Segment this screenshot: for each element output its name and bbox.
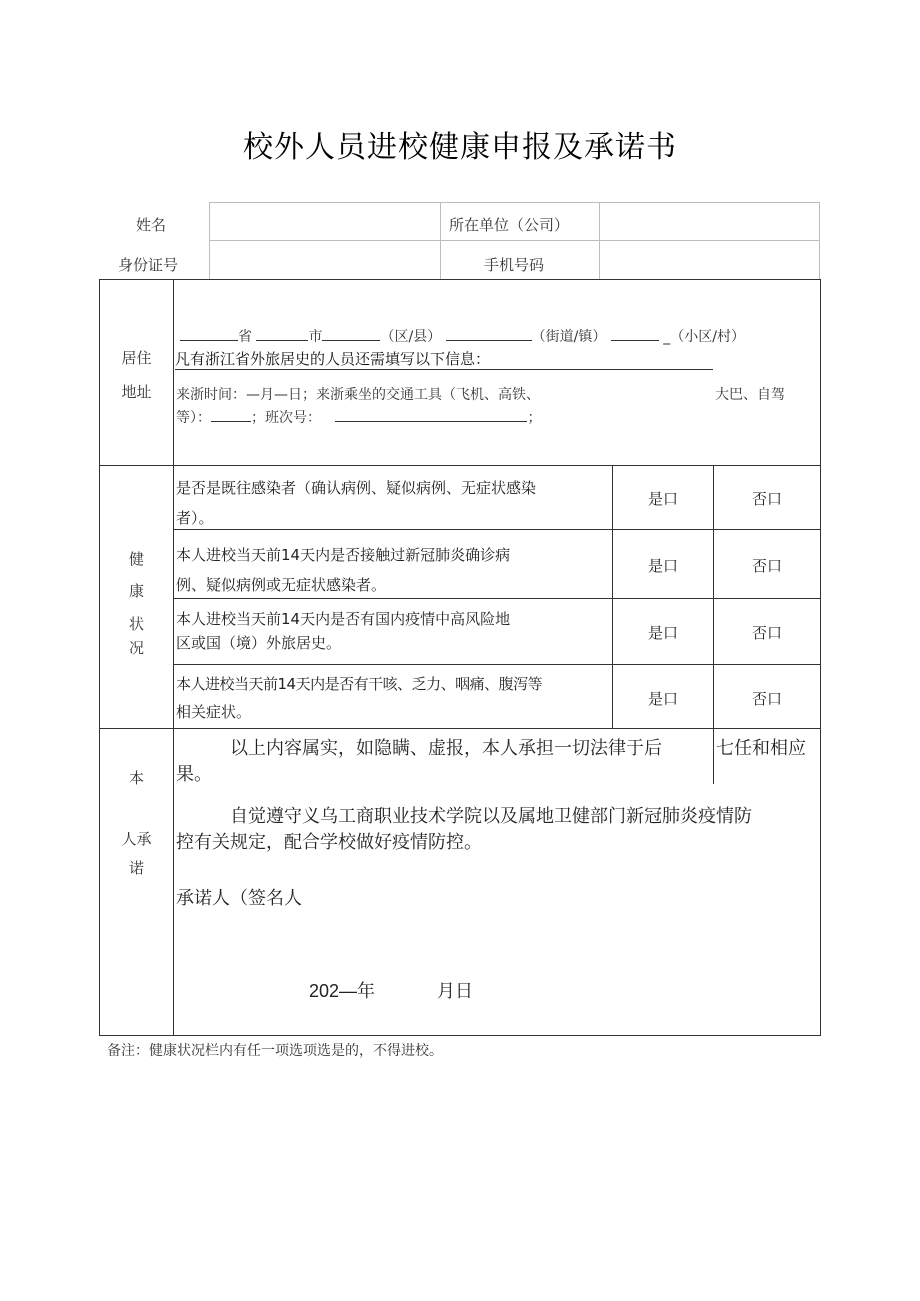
id-label: 身份证号 xyxy=(118,256,179,274)
travel-transport-tail: 大巴、自驾 xyxy=(715,387,785,403)
header-col-divider-3 xyxy=(599,202,600,279)
travel-shift-line xyxy=(176,407,541,427)
promise-small-divider xyxy=(713,728,714,784)
promise-para2-end: 控有关规定，配合学校做好疫情防控。 xyxy=(176,832,482,853)
promise-label-2: 人承 xyxy=(121,830,152,848)
q1-no-option[interactable]: 否口 xyxy=(751,490,782,508)
footnote: 备注：健康状况栏内有任一项选项选是的，不得进校。 xyxy=(107,1043,443,1059)
travel-note: 凡有浙江省外旅居史的人员还需填写以下信息： xyxy=(175,348,713,370)
q2-no-option[interactable]: 否口 xyxy=(751,557,782,575)
travel-etc-label: 等）： xyxy=(176,410,211,426)
page-title: 校外人员进校健康申报及承诺书 xyxy=(243,130,677,165)
q4-yes-option[interactable]: 是口 xyxy=(647,690,678,708)
header-col-divider-1 xyxy=(209,202,210,279)
date-month-day: 月日 xyxy=(437,981,473,1002)
date-year: 202—年 xyxy=(309,981,376,1001)
signer-label: 承诺人（签名人 xyxy=(176,888,302,909)
health-label-1: 健 xyxy=(128,550,144,568)
promise-para1-tail: 七任和相应 xyxy=(716,738,806,759)
name-field[interactable] xyxy=(212,205,437,238)
name-label: 姓名 xyxy=(136,216,167,234)
promise-para1-start: 以上内容属实，如隐瞒、虚报，本人承担一切法律于后 xyxy=(230,738,662,759)
unit-field[interactable] xyxy=(602,205,816,238)
q4-no-option[interactable]: 否口 xyxy=(751,690,782,708)
promise-para2-start: 自觉遵守义乌工商职业技术学院以及属地卫健部门新冠肺炎疫情防 xyxy=(230,806,752,827)
promise-label-1: 本 xyxy=(128,769,144,787)
promise-label-3: 诺 xyxy=(128,859,144,877)
header-col-divider-2 xyxy=(440,202,441,279)
province-label: 省 xyxy=(238,329,252,345)
health-row-line-3 xyxy=(173,664,821,665)
travel-time-line: 来浙时间：—月—日；来浙乘坐的交通工具（飞机、高铁、 xyxy=(176,387,540,403)
health-label-2: 康 xyxy=(128,582,144,600)
signature-field[interactable] xyxy=(320,880,520,910)
address-line: 省 市 （区/县） （街道/镇） _（小区/村） xyxy=(180,326,745,346)
main-table-top xyxy=(99,279,821,280)
shift-label: ；班次号： xyxy=(251,410,321,426)
id-field[interactable] xyxy=(212,243,437,277)
q2-yes-option[interactable]: 是口 xyxy=(647,557,678,575)
health-question-3: 本人进校当天前14天内是否有国内疫情中高风险地 区或国（境）外旅居史。 xyxy=(176,610,511,652)
community-label: （小区/村） xyxy=(670,329,745,345)
header-mid-border xyxy=(209,240,820,241)
street-label: （街道/镇） xyxy=(531,329,607,345)
promise-para1-end: 果。 xyxy=(176,764,212,785)
q3-no-option[interactable]: 否口 xyxy=(751,624,782,642)
city-label: 市 xyxy=(308,329,323,345)
health-label-4: 况 xyxy=(128,639,144,657)
q1-yes-option[interactable]: 是口 xyxy=(647,490,678,508)
health-question-4: 本人进校当天前14天内是否有干咳、乏力、咽痛、腹泻等 相关症状。 xyxy=(176,675,543,721)
health-label-3: 状 xyxy=(128,615,144,633)
address-label-1: 居住 xyxy=(121,349,152,367)
unit-label: 所在单位（公司） xyxy=(449,216,570,234)
q3-yes-option[interactable]: 是口 xyxy=(647,624,678,642)
health-question-1: 是否是既往感染者（确认病例、疑似病例、无症状感染 者）。 xyxy=(176,479,537,527)
address-label-2: 地址 xyxy=(121,383,152,401)
header-top-border xyxy=(209,202,820,203)
district-label: （区/县） xyxy=(380,329,442,345)
main-table-right xyxy=(820,279,821,1036)
phone-field[interactable] xyxy=(602,243,816,277)
main-label-col xyxy=(173,279,174,1036)
main-table-bottom xyxy=(99,1035,821,1036)
header-col-divider-4 xyxy=(819,202,820,279)
phone-label: 手机号码 xyxy=(484,256,545,274)
shift-end: ； xyxy=(527,410,542,426)
health-question-2: 本人进校当天前14天内是否接触过新冠肺炎确诊病 例、疑似病例或无症状感染者。 xyxy=(176,546,511,594)
